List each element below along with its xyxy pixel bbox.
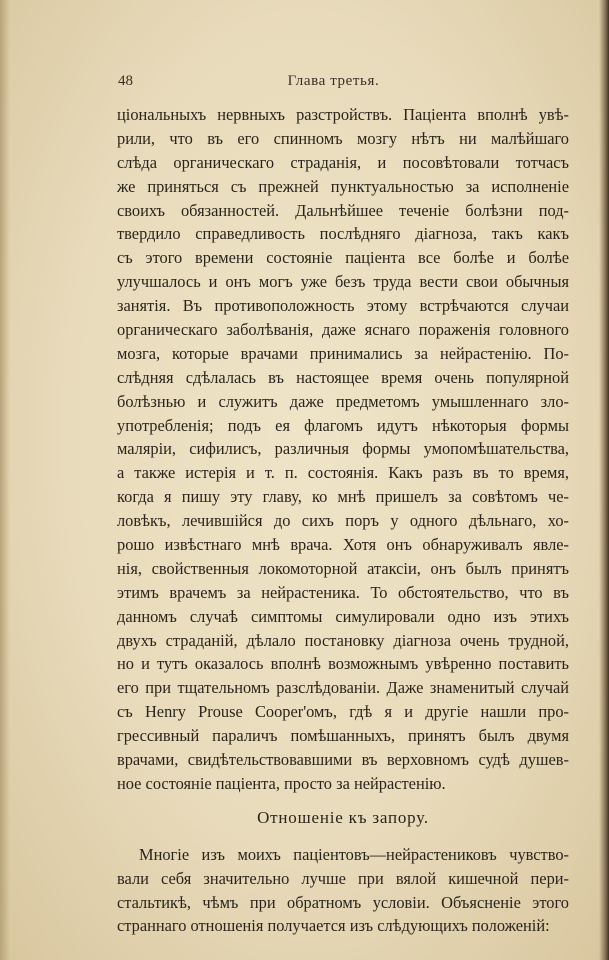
text-line: но и тутъ оказалось вполнѣ возможнымъ увѣренно поставить <box>117 654 569 674</box>
text-line: двухъ страданій, дѣлало постановку діагноза очень трудной, <box>117 630 569 650</box>
text-line: грессивный параличъ помѣшанныхъ, принятъ былъ двумя <box>117 726 569 746</box>
text-line: врачами, свидѣтельствовавшими въ верховномъ судѣ душев- <box>117 750 569 770</box>
text-line: стальтикѣ, чѣмъ при обратномъ условіи. Объясненіе этого <box>117 892 569 912</box>
text-line: занятія. Въ противоположность этому встрѣчаются случаи <box>117 296 569 316</box>
text-line: ціональныхъ нервныхъ разстройствъ. Паціента вполнѣ увѣ- <box>117 105 569 124</box>
text-line: употребленія; подъ ея флагомъ идутъ нѣкоторыя формы <box>117 415 569 435</box>
page-edge-right <box>599 0 609 960</box>
section-title: Отношеніе къ запору. <box>257 807 429 827</box>
text-line: нія, свойственныя локомоторной атаксіи, онъ былъ принятъ <box>117 558 569 578</box>
text-line: ное состояніе паціента, просто за нейрастенію. <box>117 773 446 793</box>
paragraph-2 <box>117 843 569 939</box>
text-line: слѣдняя сдѣлалась въ настоящее время очень популярной <box>117 367 569 387</box>
text-line: рошо извѣстнаго мнѣ врача. Хотя онъ обнаруживалъ явле- <box>117 535 569 555</box>
text-line: Многіе изъ моихъ паціентовъ—нейрастениковъ чувство- <box>139 844 569 864</box>
text-line: съ этого времени состояніе паціента все болѣе и болѣе <box>117 248 569 268</box>
text-line: твердило справедливость послѣдняго діагноза, такъ какъ <box>117 224 569 244</box>
text-line: данномъ случаѣ симптомы симулировали одно изъ этихъ <box>117 606 569 626</box>
text-line: улучшалось и онъ могъ уже безъ труда вести свои обычныя <box>117 272 569 292</box>
running-head: Глава третья. <box>287 73 380 89</box>
text-line: органическаго заболѣванія, даже яснаго пораженія головного <box>117 320 569 340</box>
text-line: рили, что въ его спинномъ мозгу нѣтъ ни малѣйшаго <box>117 128 569 148</box>
text-line: же приняться съ прежней пунктуальностью за исполненіе <box>117 176 569 196</box>
text-line: мозга, которые врачами принимались за нейрастенію. По- <box>117 343 569 363</box>
page-edge-left <box>0 0 10 960</box>
text-line: слѣда органическаго страданія, и посовѣтовали тотчасъ <box>117 152 569 172</box>
text-line: вали себя значительно лучше при вялой кишечной пери- <box>117 868 569 888</box>
paragraph-1 <box>117 103 569 796</box>
text-line: страннаго отношенія получается изъ слѣдующихъ положеній: <box>117 916 550 936</box>
text-line: а также истерія и т. п. состоянія. Какъ разъ въ то время, <box>117 463 569 483</box>
page-body <box>117 103 569 938</box>
text-line: болѣзнью и служитъ даже предметомъ умышленнаго зло- <box>117 391 569 411</box>
text-line: съ Henry Prouse Cooper'омъ, гдѣ я и другіе нашли про- <box>117 702 569 722</box>
page-header <box>118 73 549 93</box>
page-number: 48 <box>118 73 133 89</box>
text-line: своихъ обязанностей. Дальнѣйшее теченіе болѣзни под- <box>117 200 569 220</box>
text-line: маляріи, сифилисъ, различныя формы умопомѣшательства, <box>117 439 569 459</box>
text-line: когда я пишу эту главу, ко мнѣ пришелъ за совѣтомъ че- <box>117 487 569 507</box>
text-line: ловѣкъ, лечившійся до сихъ поръ у одного дѣльнаго, хо- <box>117 511 569 531</box>
text-line: этимъ врачемъ за нейрастеника. То обстоятельство, что въ <box>117 582 569 602</box>
text-line: его при тщательномъ разслѣдованіи. Даже знаменитый случай <box>117 678 569 698</box>
